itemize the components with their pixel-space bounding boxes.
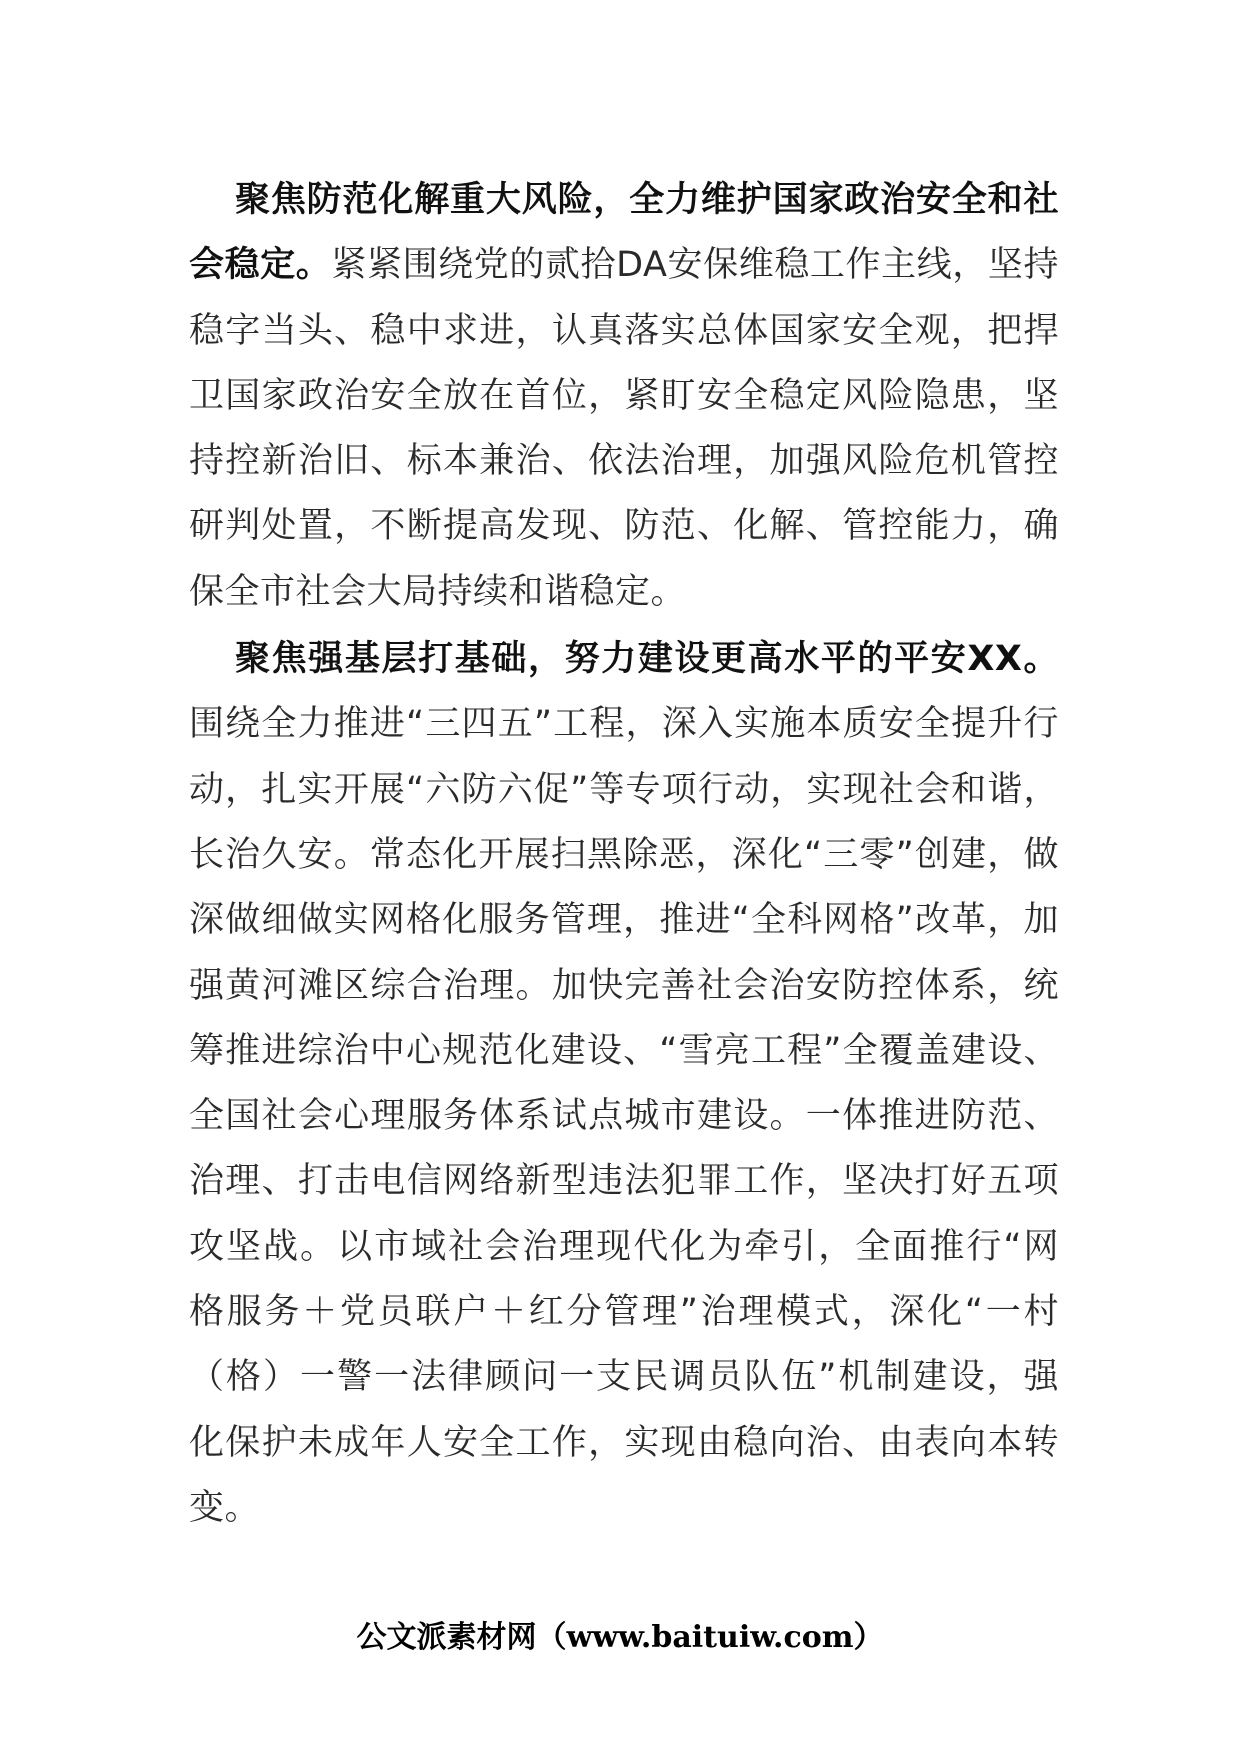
paragraph-grassroots <box>189 627 1059 1541</box>
document-body <box>189 168 1059 1543</box>
paragraph-title: 聚焦防范化解重大风险，全力维护国家政治安全和社会稳定。 <box>189 180 1059 286</box>
paragraph-risk-prevention <box>189 168 1059 625</box>
footer-source-credit: 公文派素材网（www.baituiw.com） <box>356 1620 884 1655</box>
paragraph-text: 围绕全力推进“三四五”工程，深入实施本质安全提升行动，扎实开展“六防六促”等专项行动，实现社会和谐，长治久安。常态化开展扫黑除恶，深化“三零”创建，做深做细做实网格化服务管理，推进“全科网格”改革，加强黄河滩区综合治理。加快完善社会治安防控体系，统筹推进综治中心规范化建设、“雪亮工程”全覆盖建设、全国社会心理服务体系试点城市建设。一体推进防范、治理、打击电信网络新型违法犯罪工作，坚决打好五项攻坚战。以市域社会治理现代化为牵引，全面推行“网格服务＋党员联户＋红分管理”治理模式，深化“一村（格）一警一法律顾问一支民调员队伍”机制建设，强化保护未成年人安全工作，实现由稳向治、由表向本转变。 <box>189 704 1059 1528</box>
paragraph-text: 紧紧围绕党的贰拾DA安保维稳工作主线，坚持稳字当头、稳中求进，认真落实总体国家安全观，把捍卫国家政治安全放在首位，紧盯安全稳定风险隐患，坚持控新治旧、标本兼治、依法治理，加强风险危机管控研判处置，不断提高发现、防范、化解、管控能力，确保全市社会大局持续和谐稳定。 <box>189 245 1059 612</box>
paragraph-title: 聚焦强基层打基础，努力建设更高水平的平安XX。 <box>235 639 1059 680</box>
